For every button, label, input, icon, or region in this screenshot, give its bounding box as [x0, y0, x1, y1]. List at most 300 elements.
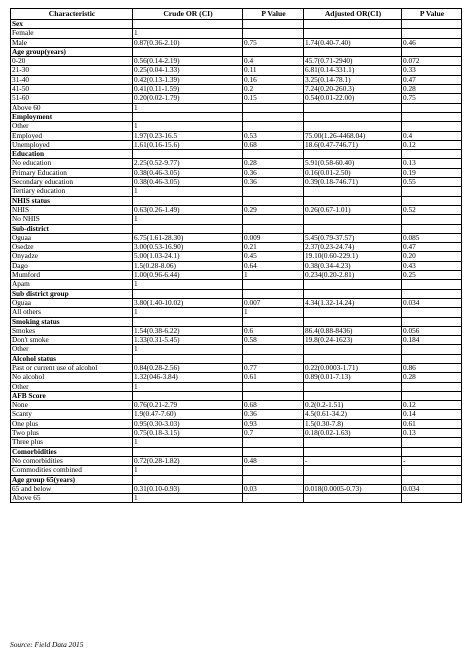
- cell-adjusted-p-value: [402, 438, 462, 447]
- cell-adjusted-or: [304, 289, 402, 298]
- cell-crude-p-value: [243, 466, 304, 475]
- cell-crude-p-value: [243, 289, 304, 298]
- cell-characteristic: No alcohol: [11, 373, 133, 382]
- table-row: [11, 94, 462, 103]
- cell-crude-or: [133, 317, 243, 326]
- cell-crude-p-value: [243, 20, 304, 29]
- cell-characteristic: Secondary education: [11, 178, 133, 187]
- section-label: AFB Score: [11, 391, 133, 400]
- cell-adjusted-p-value: [402, 447, 462, 456]
- cell-adjusted-p-value: 0.13: [402, 159, 462, 168]
- cell-crude-p-value: 0.68: [243, 401, 304, 410]
- cell-crude-p-value: 0.15: [243, 94, 304, 103]
- cell-characteristic: No education: [11, 159, 133, 168]
- cell-crude-p-value: 0.03: [243, 484, 304, 493]
- cell-crude-or: 1: [133, 122, 243, 131]
- cell-crude-or: 0.72(0.28-1.82): [133, 456, 243, 465]
- cell-crude-or: 1: [133, 308, 243, 317]
- table-row: [11, 345, 462, 354]
- cell-crude-or: 1: [133, 280, 243, 289]
- cell-characteristic: No comorbidities: [11, 456, 133, 465]
- cell-crude-or: 1: [133, 382, 243, 391]
- table-row: [11, 298, 462, 307]
- table-row: [11, 252, 462, 261]
- cell-characteristic: Two plus: [11, 429, 133, 438]
- cell-crude-or: [133, 112, 243, 121]
- cell-crude-or: 1.33(0.31-5.45): [133, 336, 243, 345]
- cell-crude-or: 0.95(0.30-3.03): [133, 419, 243, 428]
- cell-adjusted-p-value: 0.46: [402, 38, 462, 47]
- cell-characteristic: 51-60: [11, 94, 133, 103]
- cell-adjusted-or: [304, 317, 402, 326]
- cell-crude-p-value: [243, 196, 304, 205]
- table-row: [11, 466, 462, 475]
- cell-characteristic: One plus: [11, 419, 133, 428]
- cell-crude-or: 0.38(0.46-3.05): [133, 168, 243, 177]
- cell-crude-or: 1: [133, 103, 243, 112]
- cell-crude-or: [133, 354, 243, 363]
- cell-adjusted-or: [304, 391, 402, 400]
- cell-crude-p-value: 1: [243, 271, 304, 280]
- cell-crude-p-value: 0.68: [243, 140, 304, 149]
- cell-characteristic: Past or current use of alcohol: [11, 363, 133, 372]
- cell-crude-or: [133, 20, 243, 29]
- cell-adjusted-p-value: 0.25: [402, 271, 462, 280]
- cell-crude-p-value: [243, 345, 304, 354]
- cell-crude-or: 1: [133, 466, 243, 475]
- header-adjusted-p-value: P Value: [402, 9, 462, 20]
- odds-ratio-table: [10, 8, 462, 503]
- table-row: [11, 178, 462, 187]
- cell-crude-or: 1: [133, 29, 243, 38]
- cell-crude-p-value: 0.61: [243, 373, 304, 382]
- cell-characteristic: Tertiary education: [11, 187, 133, 196]
- cell-adjusted-p-value: [402, 150, 462, 159]
- cell-adjusted-or: 0.22(0.0003-1.71): [304, 363, 402, 372]
- cell-adjusted-p-value: 0.33: [402, 66, 462, 75]
- cell-adjusted-p-value: [402, 308, 462, 317]
- section-header-row: [11, 317, 462, 326]
- cell-adjusted-or: [304, 224, 402, 233]
- section-label: Sex: [11, 20, 133, 29]
- cell-crude-p-value: 0.58: [243, 336, 304, 345]
- section-label: Age group(years): [11, 47, 133, 56]
- cell-crude-or: 0.42(0.13-1.39): [133, 75, 243, 84]
- cell-characteristic: Employed: [11, 131, 133, 140]
- cell-crude-or: 5.00(1.03-24.1): [133, 252, 243, 261]
- cell-adjusted-or: 0.18(0.02-1.63): [304, 429, 402, 438]
- cell-characteristic: Apam: [11, 280, 133, 289]
- cell-characteristic: Unemployed: [11, 140, 133, 149]
- cell-adjusted-p-value: [402, 317, 462, 326]
- cell-crude-or: [133, 391, 243, 400]
- cell-adjusted-p-value: [402, 29, 462, 38]
- table-row: [11, 261, 462, 270]
- cell-crude-or: [133, 150, 243, 159]
- cell-crude-p-value: [243, 215, 304, 224]
- cell-adjusted-p-value: [402, 196, 462, 205]
- section-label: Comorbidities: [11, 447, 133, 456]
- cell-crude-p-value: 0.6: [243, 326, 304, 335]
- cell-crude-or: 0.38(0.46-3.05): [133, 178, 243, 187]
- cell-adjusted-or: [304, 466, 402, 475]
- cell-crude-or: 1.00(0.96-6.44): [133, 271, 243, 280]
- cell-adjusted-or: 86.4(0.88-8436): [304, 326, 402, 335]
- table-row: [11, 419, 462, 428]
- cell-adjusted-or: [304, 438, 402, 447]
- cell-adjusted-or: 1.5(0.30-7.8): [304, 419, 402, 428]
- cell-characteristic: Dago: [11, 261, 133, 270]
- cell-crude-or: 0.63(0.26-1.49): [133, 205, 243, 214]
- section-header-row: [11, 475, 462, 484]
- cell-crude-p-value: 0.007: [243, 298, 304, 307]
- cell-crude-p-value: 1: [243, 308, 304, 317]
- cell-crude-p-value: [243, 47, 304, 56]
- cell-characteristic: Male: [11, 38, 133, 47]
- cell-characteristic: NHIS: [11, 205, 133, 214]
- cell-crude-p-value: [243, 29, 304, 38]
- cell-adjusted-p-value: 0.47: [402, 243, 462, 252]
- cell-crude-p-value: [243, 438, 304, 447]
- cell-adjusted-or: [304, 150, 402, 159]
- table-row: [11, 308, 462, 317]
- cell-adjusted-or: -: [304, 456, 402, 465]
- cell-crude-p-value: 0.36: [243, 178, 304, 187]
- header-adjusted-or: Adjusted OR(CI): [304, 9, 402, 20]
- cell-crude-or: [133, 475, 243, 484]
- section-label: NHIS status: [11, 196, 133, 205]
- section-header-row: [11, 150, 462, 159]
- cell-crude-p-value: 0.16: [243, 75, 304, 84]
- section-header-row: [11, 224, 462, 233]
- cell-crude-or: 1.32(046-3.84): [133, 373, 243, 382]
- table-row: [11, 131, 462, 140]
- cell-adjusted-or: [304, 280, 402, 289]
- cell-adjusted-p-value: [402, 215, 462, 224]
- cell-adjusted-p-value: [402, 345, 462, 354]
- cell-adjusted-or: 0.234(0.20-2.81): [304, 271, 402, 280]
- section-header-row: [11, 289, 462, 298]
- cell-adjusted-or: 4.5(0.61-34.2): [304, 410, 402, 419]
- cell-crude-or: 1.9(0.47-7.60): [133, 410, 243, 419]
- cell-crude-or: 0.25(0.04-1.33): [133, 66, 243, 75]
- cell-characteristic: None: [11, 401, 133, 410]
- cell-adjusted-p-value: [402, 280, 462, 289]
- cell-crude-p-value: 0.21: [243, 243, 304, 252]
- cell-adjusted-or: 0.54(0.01-22.00): [304, 94, 402, 103]
- cell-adjusted-or: [304, 122, 402, 131]
- cell-characteristic: Above 60: [11, 103, 133, 112]
- cell-adjusted-or: 5.45(0.79-37.57): [304, 233, 402, 242]
- cell-crude-or: 0.84(0.28-2.56): [133, 363, 243, 372]
- cell-crude-p-value: [243, 103, 304, 112]
- cell-crude-p-value: 0.64: [243, 261, 304, 270]
- section-header-row: [11, 20, 462, 29]
- section-label: Smoking status: [11, 317, 133, 326]
- table-row: [11, 66, 462, 75]
- cell-adjusted-or: 0.39(0.18-746.71): [304, 178, 402, 187]
- table-row: [11, 122, 462, 131]
- cell-adjusted-p-value: [402, 494, 462, 503]
- cell-adjusted-p-value: [402, 20, 462, 29]
- cell-crude-or: 0.87(0.36-2.10): [133, 38, 243, 47]
- cell-adjusted-or: [304, 354, 402, 363]
- cell-adjusted-p-value: 0.12: [402, 401, 462, 410]
- table-row: [11, 243, 462, 252]
- table-row: [11, 271, 462, 280]
- cell-adjusted-or: 3.25(0.14-78.1): [304, 75, 402, 84]
- table-body: [11, 20, 462, 503]
- cell-crude-or: [133, 224, 243, 233]
- cell-adjusted-p-value: 0.47: [402, 75, 462, 84]
- cell-adjusted-or: 75.00(1.26-4468.04): [304, 131, 402, 140]
- table-row: [11, 29, 462, 38]
- cell-crude-or: [133, 289, 243, 298]
- cell-crude-p-value: [243, 382, 304, 391]
- cell-adjusted-or: 19.10(0.60-229.1): [304, 252, 402, 261]
- cell-crude-or: [133, 196, 243, 205]
- cell-characteristic: Other: [11, 345, 133, 354]
- table-row: [11, 187, 462, 196]
- table-row: [11, 215, 462, 224]
- cell-characteristic: No NHIS: [11, 215, 133, 224]
- cell-adjusted-or: 0.38(0.34-4.23): [304, 261, 402, 270]
- cell-adjusted-or: [304, 29, 402, 38]
- cell-adjusted-p-value: 0.034: [402, 484, 462, 493]
- cell-characteristic: Other: [11, 382, 133, 391]
- cell-crude-p-value: 0.93: [243, 419, 304, 428]
- cell-crude-or: 0.56(0.14-2.19): [133, 57, 243, 66]
- cell-adjusted-p-value: 0.28: [402, 373, 462, 382]
- table-row: [11, 205, 462, 214]
- cell-characteristic: 31-40: [11, 75, 133, 84]
- cell-adjusted-p-value: 0.085: [402, 233, 462, 242]
- cell-adjusted-or: 1.74(0.40-7.40): [304, 38, 402, 47]
- cell-characteristic: Oguaa: [11, 233, 133, 242]
- cell-adjusted-p-value: 0.43: [402, 261, 462, 270]
- cell-adjusted-p-value: 0.12: [402, 140, 462, 149]
- cell-crude-or: 1: [133, 438, 243, 447]
- cell-adjusted-or: 45.7(0.71-2940): [304, 57, 402, 66]
- cell-crude-or: 1.97(0.23-16.5: [133, 131, 243, 140]
- cell-adjusted-or: [304, 345, 402, 354]
- section-label: Sub-district: [11, 224, 133, 233]
- cell-adjusted-or: 0.16(0.01-2.50): [304, 168, 402, 177]
- table-row: [11, 280, 462, 289]
- table-row: [11, 168, 462, 177]
- cell-adjusted-or: 6.81(0.14-331.1): [304, 66, 402, 75]
- cell-crude-p-value: 0.4: [243, 57, 304, 66]
- cell-characteristic: 65 and below: [11, 484, 133, 493]
- cell-adjusted-p-value: [402, 475, 462, 484]
- header-characteristic: Characteristic: [11, 9, 133, 20]
- cell-adjusted-p-value: [402, 224, 462, 233]
- table-row: [11, 438, 462, 447]
- cell-crude-or: 6.75(1.61-28.30): [133, 233, 243, 242]
- cell-adjusted-or: [304, 447, 402, 456]
- table-row: [11, 494, 462, 503]
- cell-crude-p-value: [243, 475, 304, 484]
- cell-characteristic: Onyadze: [11, 252, 133, 261]
- cell-adjusted-p-value: 0.4: [402, 131, 462, 140]
- cell-adjusted-p-value: [402, 187, 462, 196]
- cell-crude-or: 3.80(1.40-10.02): [133, 298, 243, 307]
- cell-adjusted-or: 0.89(0.01-7.13): [304, 373, 402, 382]
- table-row: [11, 75, 462, 84]
- cell-adjusted-p-value: [402, 382, 462, 391]
- cell-crude-p-value: [243, 122, 304, 131]
- cell-crude-p-value: [243, 317, 304, 326]
- cell-adjusted-or: 0.018(0.0005-0.73): [304, 484, 402, 493]
- cell-crude-p-value: [243, 112, 304, 121]
- cell-adjusted-p-value: [402, 466, 462, 475]
- cell-adjusted-p-value: 0.52: [402, 205, 462, 214]
- table-row: [11, 85, 462, 94]
- cell-adjusted-or: 5.91(0.58-60.40): [304, 159, 402, 168]
- cell-crude-p-value: 0.28: [243, 159, 304, 168]
- cell-adjusted-or: 19.8(0.24-1623): [304, 336, 402, 345]
- cell-adjusted-or: 2.37(0.23-24.74): [304, 243, 402, 252]
- cell-crude-p-value: [243, 224, 304, 233]
- cell-crude-p-value: 0.009: [243, 233, 304, 242]
- cell-crude-or: 0.75(0.18-3.15): [133, 429, 243, 438]
- cell-adjusted-or: [304, 308, 402, 317]
- cell-crude-p-value: 0.7: [243, 429, 304, 438]
- section-header-row: [11, 196, 462, 205]
- cell-crude-p-value: 0.75: [243, 38, 304, 47]
- cell-crude-p-value: 0.48: [243, 456, 304, 465]
- cell-crude-p-value: 0.36: [243, 168, 304, 177]
- cell-adjusted-or: [304, 47, 402, 56]
- cell-adjusted-or: [304, 20, 402, 29]
- table-row: [11, 373, 462, 382]
- section-label: Alcohol status: [11, 354, 133, 363]
- cell-crude-p-value: [243, 150, 304, 159]
- source-note: Source: Field Data 2015: [10, 640, 84, 649]
- cell-crude-or: 1.61(0.16-15.6): [133, 140, 243, 149]
- cell-adjusted-or: [304, 196, 402, 205]
- section-header-row: [11, 447, 462, 456]
- cell-crude-p-value: 0.29: [243, 205, 304, 214]
- table-row: [11, 233, 462, 242]
- cell-adjusted-or: [304, 187, 402, 196]
- cell-characteristic: 41-50: [11, 85, 133, 94]
- cell-adjusted-or: [304, 475, 402, 484]
- cell-adjusted-p-value: 0.75: [402, 94, 462, 103]
- cell-adjusted-or: 18.6(0.47-746.71): [304, 140, 402, 149]
- cell-adjusted-p-value: [402, 391, 462, 400]
- cell-adjusted-or: [304, 382, 402, 391]
- section-header-row: [11, 354, 462, 363]
- cell-crude-or: 1: [133, 345, 243, 354]
- cell-crude-p-value: [243, 354, 304, 363]
- cell-adjusted-p-value: 0.19: [402, 168, 462, 177]
- cell-adjusted-or: [304, 494, 402, 503]
- table-row: [11, 363, 462, 372]
- cell-adjusted-p-value: 0.55: [402, 178, 462, 187]
- table-row: [11, 140, 462, 149]
- cell-adjusted-p-value: [402, 47, 462, 56]
- section-label: Sub district group: [11, 289, 133, 298]
- cell-crude-or: 1.54(0.38-6.22): [133, 326, 243, 335]
- section-header-row: [11, 112, 462, 121]
- cell-crude-or: 1: [133, 215, 243, 224]
- table-row: [11, 410, 462, 419]
- cell-characteristic: Three plus: [11, 438, 133, 447]
- cell-crude-or: 0.76(0.21-2.79: [133, 401, 243, 410]
- cell-crude-p-value: 0.11: [243, 66, 304, 75]
- section-label: Age group 65(years): [11, 475, 133, 484]
- cell-characteristic: Don't smoke: [11, 336, 133, 345]
- cell-characteristic: Scanty: [11, 410, 133, 419]
- table-row: [11, 484, 462, 493]
- cell-crude-p-value: [243, 447, 304, 456]
- section-header-row: [11, 391, 462, 400]
- cell-crude-or: 0.31(0.10-0.93): [133, 484, 243, 493]
- cell-adjusted-or: 0.2(0.2-1.51): [304, 401, 402, 410]
- cell-adjusted-p-value: 0.61: [402, 419, 462, 428]
- cell-characteristic: 0-20: [11, 57, 133, 66]
- cell-adjusted-p-value: 0.86: [402, 363, 462, 372]
- table-header-row: [11, 9, 462, 20]
- cell-adjusted-p-value: [402, 289, 462, 298]
- table-row: [11, 429, 462, 438]
- cell-adjusted-p-value: 0.14: [402, 410, 462, 419]
- cell-crude-p-value: 0.53: [243, 131, 304, 140]
- section-header-row: [11, 47, 462, 56]
- table-row: [11, 382, 462, 391]
- table-row: [11, 336, 462, 345]
- cell-crude-p-value: [243, 391, 304, 400]
- cell-adjusted-or: [304, 112, 402, 121]
- cell-characteristic: 21-30: [11, 66, 133, 75]
- cell-adjusted-p-value: 0.28: [402, 85, 462, 94]
- section-label: Employment: [11, 112, 133, 121]
- table-row: [11, 103, 462, 112]
- cell-adjusted-or: [304, 215, 402, 224]
- cell-characteristic: Other: [11, 122, 133, 131]
- cell-crude-p-value: 0.36: [243, 410, 304, 419]
- cell-crude-or: 2.25(0.52-9.77): [133, 159, 243, 168]
- cell-characteristic: Osedze: [11, 243, 133, 252]
- header-crude-or: Crude OR (CI): [133, 9, 243, 20]
- cell-adjusted-p-value: 0.034: [402, 298, 462, 307]
- cell-characteristic: All others: [11, 308, 133, 317]
- cell-characteristic: Above 65: [11, 494, 133, 503]
- section-label: Education: [11, 150, 133, 159]
- cell-crude-or: 0.41(0.11-1.59): [133, 85, 243, 94]
- table-row: [11, 159, 462, 168]
- cell-characteristic: Primary Education: [11, 168, 133, 177]
- cell-crude-or: 1: [133, 187, 243, 196]
- cell-adjusted-or: [304, 103, 402, 112]
- cell-characteristic: Oguaa: [11, 298, 133, 307]
- cell-characteristic: Smokes: [11, 326, 133, 335]
- cell-adjusted-p-value: [402, 112, 462, 121]
- cell-crude-p-value: [243, 494, 304, 503]
- cell-adjusted-p-value: -: [402, 456, 462, 465]
- cell-adjusted-or: 0.26(0.67-1.01): [304, 205, 402, 214]
- cell-adjusted-p-value: 0.072: [402, 57, 462, 66]
- cell-crude-p-value: [243, 187, 304, 196]
- cell-crude-p-value: [243, 280, 304, 289]
- cell-crude-or: [133, 447, 243, 456]
- cell-adjusted-p-value: [402, 354, 462, 363]
- cell-characteristic: Female: [11, 29, 133, 38]
- cell-crude-p-value: 0.2: [243, 85, 304, 94]
- cell-adjusted-p-value: [402, 103, 462, 112]
- cell-adjusted-p-value: 0.20: [402, 252, 462, 261]
